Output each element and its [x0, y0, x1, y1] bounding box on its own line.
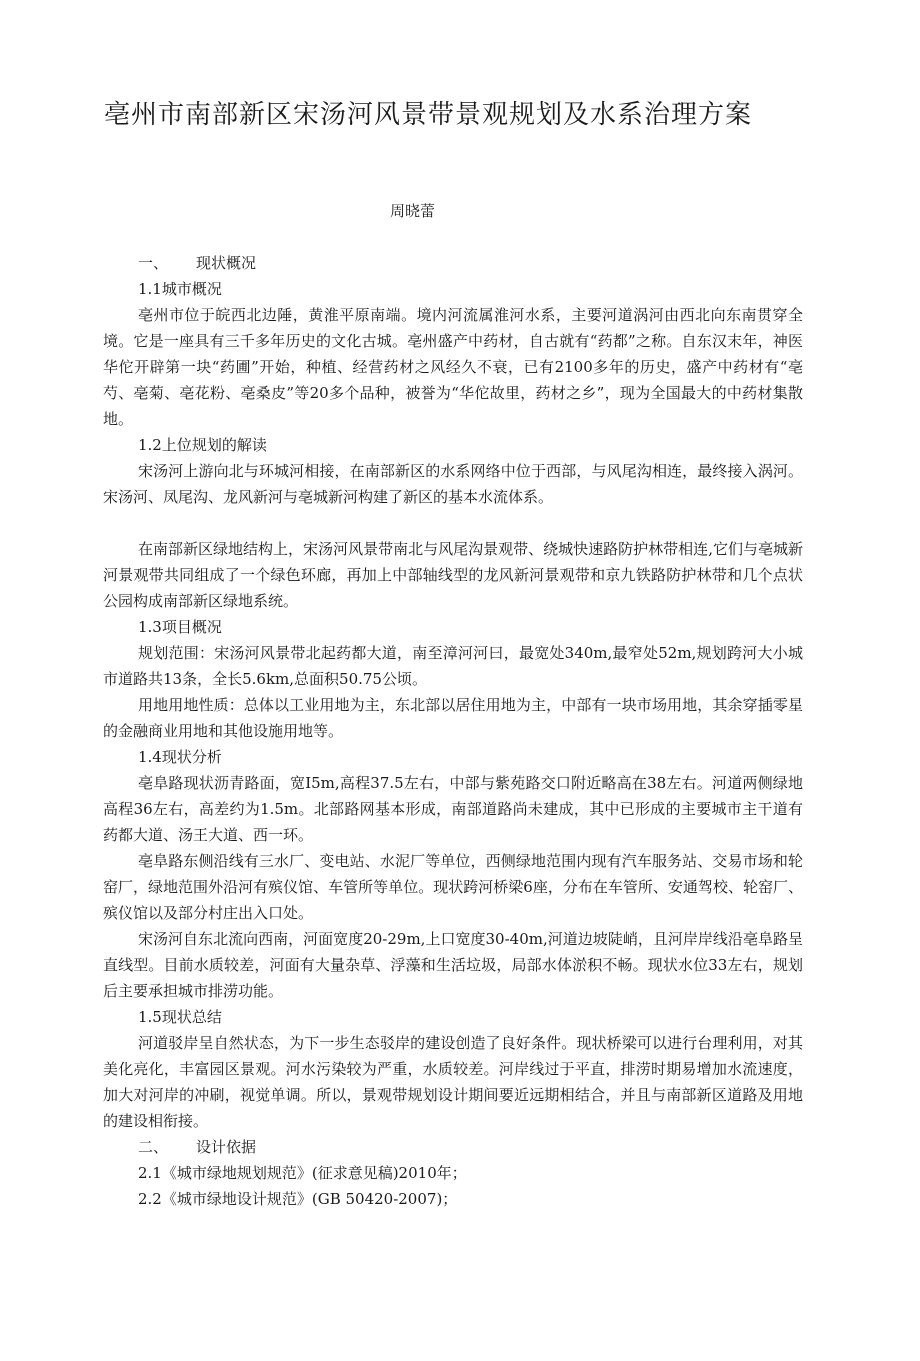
paragraph: 亳州市位于皖西北边陲，黄淮平原南端。境内河流属淮河水系，主要河道涡河由西北向东南贯穿全境。它是一座具有三千多年历史的文化古城。亳州盛产中药材，自古就有“药都”之称。自东汉末年，神医华佗开辟第一块“药圃”开始，种植、经营药材之风经久不衰，已有2100多年的历史，盛产中药材有“亳芍、亳菊、亳花粉、亳桑皮”等20多个品种，被誉为“华佗故里，药材之乡”，现为全国最大的中药材集散地。 [103, 306, 803, 428]
paragraph: 规划范围：宋汤河风景带北起药都大道，南至漳河河曰，最宽处340m,最窄处52m,规划跨河大小城市道路共13条，全长5.6km,总面积50.75公顷。 [103, 644, 803, 688]
paragraph: 宋汤河上游向北与环城河相接，在南部新区的水系网络中位于西部，与风尾沟相连，最终接入涡河。宋汤河、凤尾沟、龙风新河与亳城新河构建了新区的基本水流体系。 [103, 462, 803, 506]
section-heading-1 [103, 250, 803, 276]
paragraph: 亳阜路东侧沿线有三水厂、变电站、水泥厂等单位，西侧绿地范围内现有汽车服务站、交易市场和轮窑厂，绿地范围外沿河有殡仪馆、车管所等单位。现状跨河桥梁6座，分布在车管所、安通驾校、轮窑厂、殡仪馆以及部分村庄出入口处。 [103, 852, 803, 922]
section-number: 二、 [138, 1138, 169, 1156]
subsection-heading-1-4: 1.4现状分析 [138, 748, 222, 766]
paragraph: 宋汤河自东北流向西南，河面宽度20-29m,上口宽度30-40m,河道边坡陡峭，且河岸岸线沿亳阜路呈直线型。目前水质较差，河面有大量杂草、浮藻和生活垃圾，局部水体淤积不畅。现状水位33左右，规划后主要承担城市排涝功能。 [103, 930, 803, 1000]
paragraph: 用地用地性质：总体以工业用地为主，东北部以居住用地为主，中部有一块市场用地，其余穿插零星的金融商业用地和其他设施用地等。 [103, 696, 803, 740]
list-item-2-1: 2.1《城市绿地规划规范》(征求意见稿)2010年； [138, 1164, 467, 1182]
document-title: 亳州市南部新区宋汤河风景带景观规划及水系治理方案 [104, 100, 753, 130]
list-item-2-2: 2.2《城市绿地设计规范》(GB 50420-2007)； [138, 1190, 458, 1208]
subsection-heading-1-3: 1.3项目概况 [138, 618, 222, 636]
author-name: 周晓蕾 [390, 202, 436, 220]
paragraph: 在南部新区绿地结构上，宋汤河风景带南北与风尾沟景观带、绕城快速路防护林带相连,它们与亳城新河景观带共同组成了一个绿色环廊，再加上中部轴线型的龙风新河景观带和京九铁路防护林带和几个点状公园构成南部新区绿地系统。 [103, 540, 803, 610]
paragraph: 亳阜路现状沥青路面，宽I5m,高程37.5左右，中部与紫苑路交口附近略高在38左右。河道两侧绿地高程36左右，高差约为1.5m。北部路网基本形成，南部道路尚未建成，其中已形成的主要城市主干道有药都大道、汤王大道、西一环。 [103, 774, 803, 844]
section-label: 现状概况 [196, 254, 257, 272]
blank-line [103, 510, 803, 536]
section-heading-2 [103, 1134, 803, 1160]
document-body [103, 250, 803, 1212]
section-number: 一、 [138, 254, 169, 272]
subsection-heading-1-5: 1.5现状总结 [138, 1008, 222, 1026]
paragraph: 河道驳岸呈自然状态，为下一步生态驳岸的建设创造了良好条件。现状桥梁可以进行台理利用，对其美化亮化，丰富园区景观。河水污染较为严重，水质较差。河岸线过于平直，排涝时期易增加水流速度，加大对河岸的冲刷，视觉单调。所以，景观带规划设计期间要近远期相结合，并且与南部新区道路及用地的建设相衔接。 [103, 1034, 803, 1130]
subsection-heading-1-2: 1.2上位规划的解读 [138, 436, 267, 454]
subsection-heading-1-1: 1.1城市概况 [138, 280, 222, 298]
section-label: 设计依据 [196, 1138, 257, 1156]
